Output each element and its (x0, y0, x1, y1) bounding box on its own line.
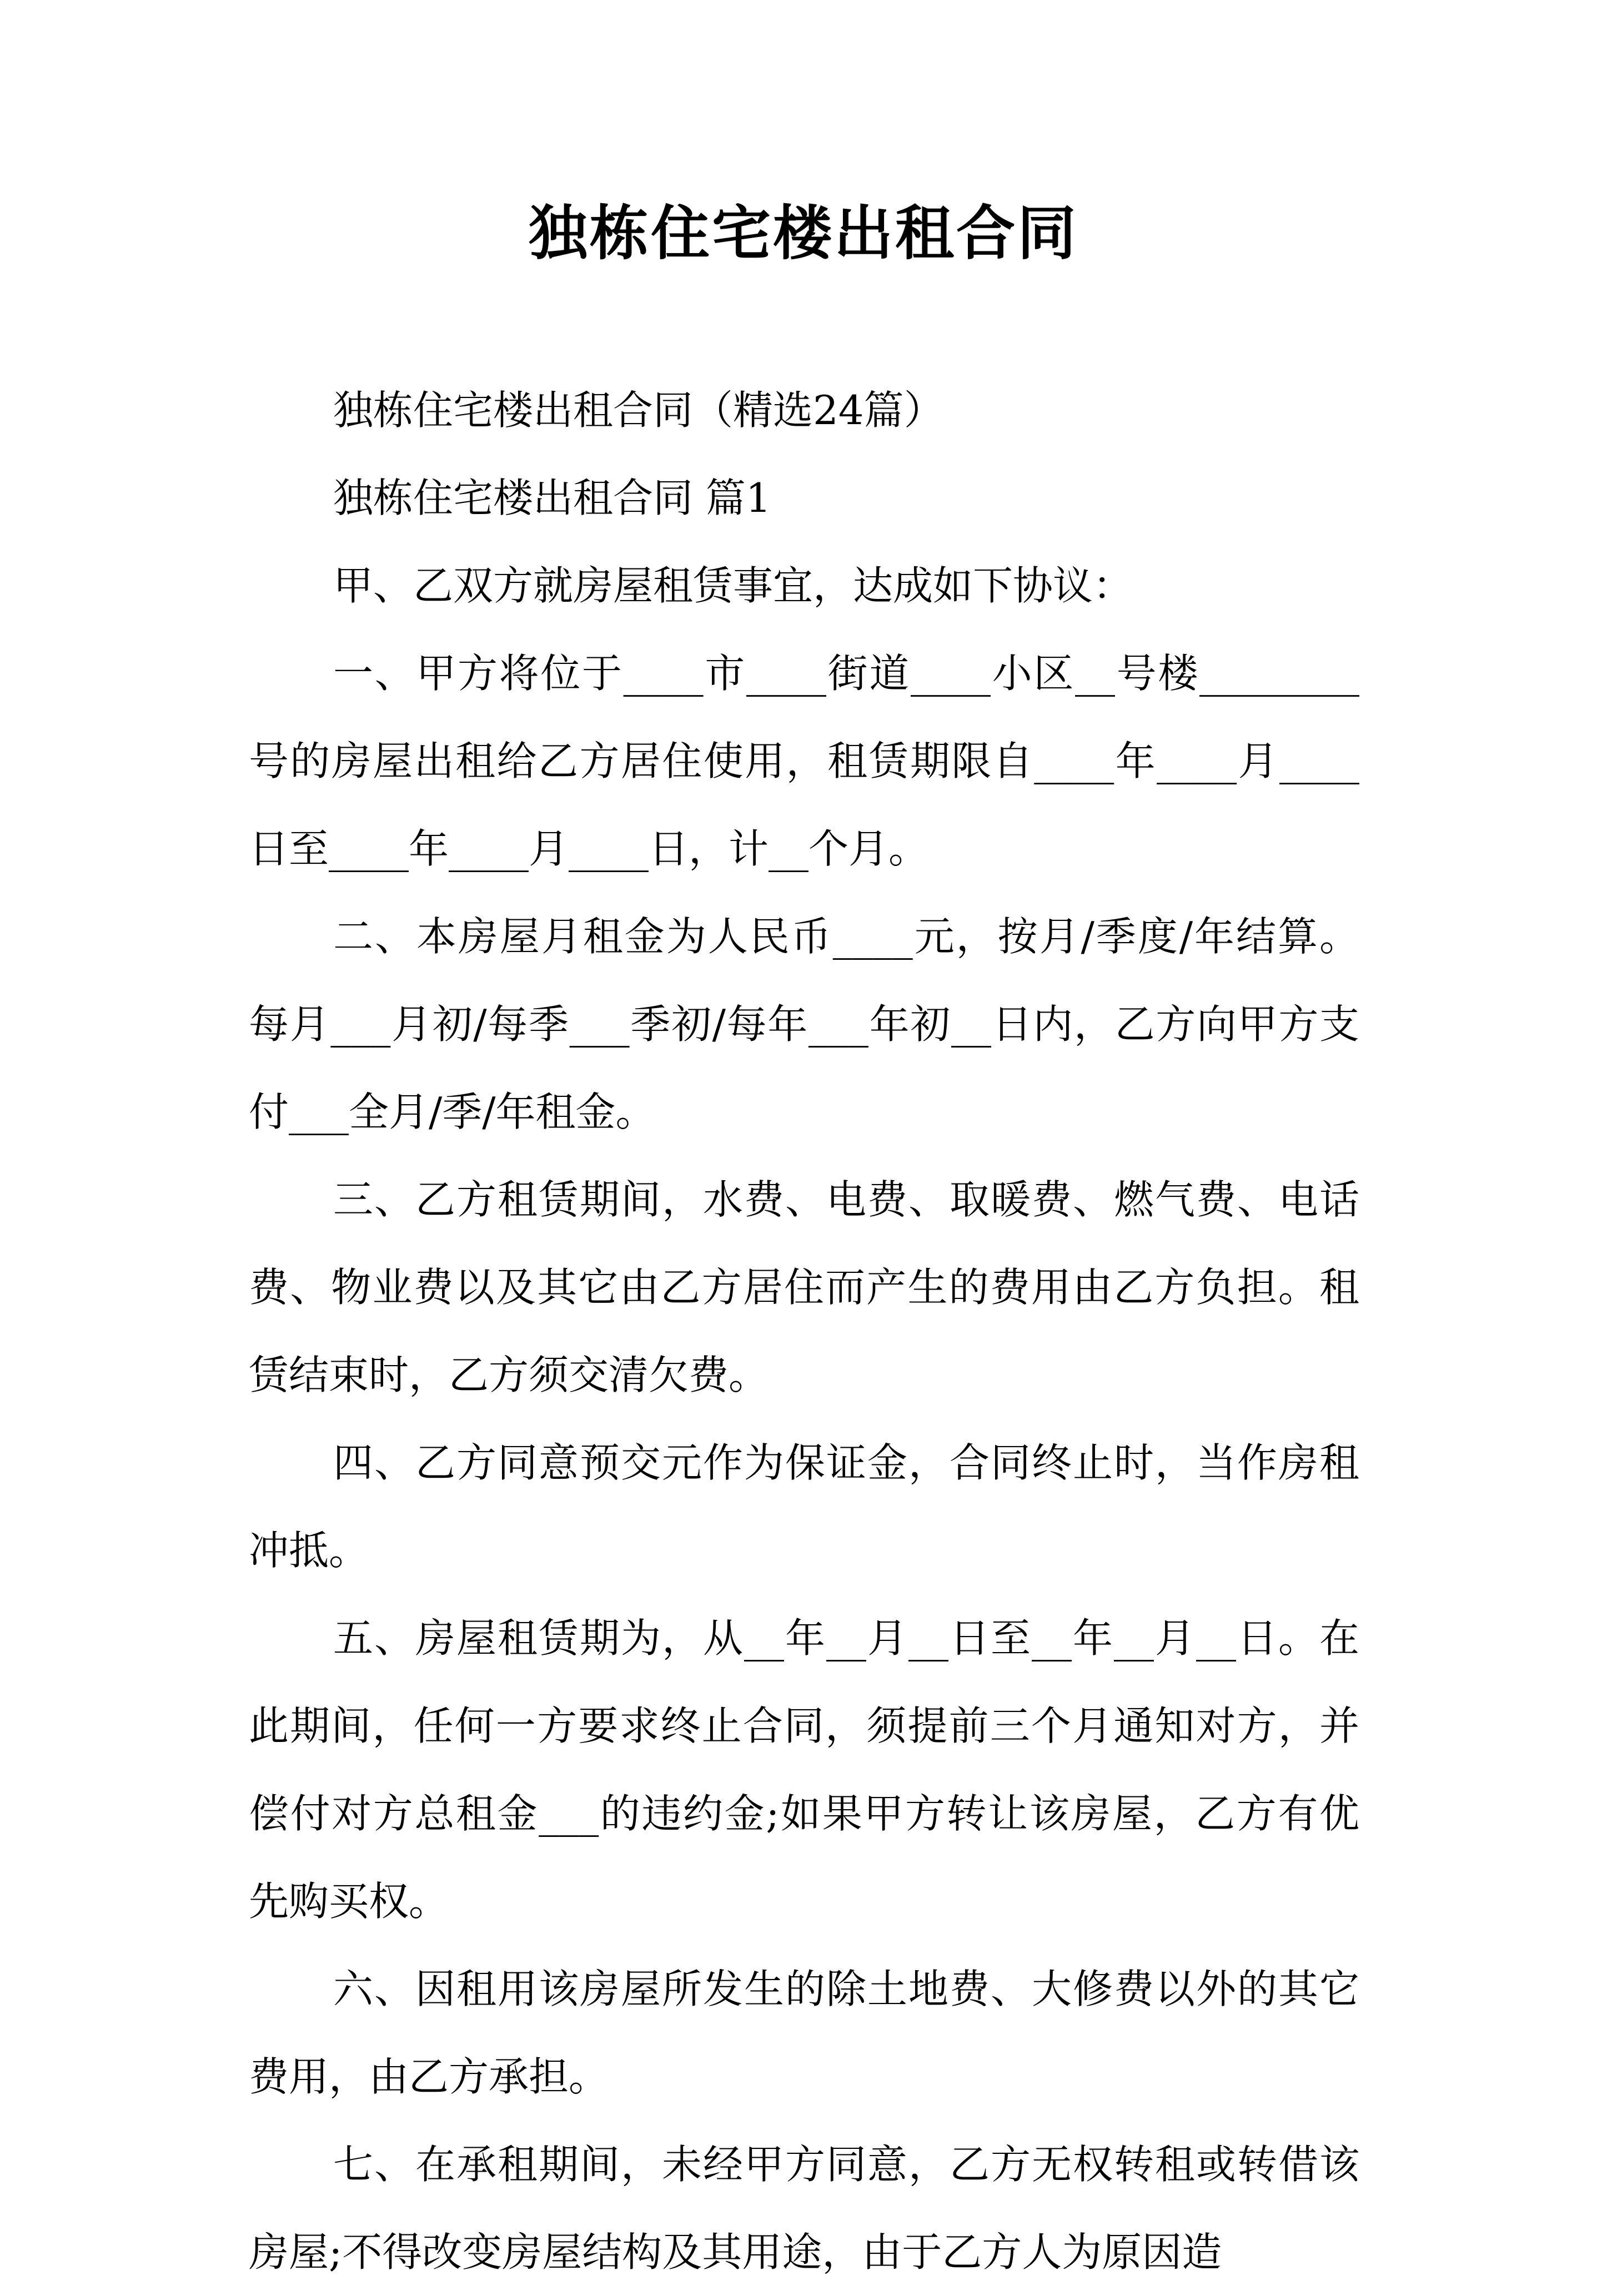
paragraph-clause-4: 四、乙方同意预交元作为保证金，合同终止时，当作房租冲抵。 (249, 1439, 1359, 1574)
paragraph-clause-6: 六、因租用该房屋所发生的除土地费、大修费以外的其它费用，由乙方承担。 (249, 1966, 1359, 2100)
paragraph-clause-5: 五、房屋租赁期为，从__年__月__日至__年__月__日。在此期间，任何一方要求终止合同，须提前三个月通知对方，并偿付对方总租金___的违约金;如果甲方转让该房屋，乙方有优先购买权。 (249, 1615, 1359, 1925)
paragraph-clause-7: 七、在承租期间，未经甲方同意，乙方无权转租或转借该房屋;不得改变房屋结构及其用途，由于乙方人为原因造 (249, 2141, 1359, 2275)
paragraph-intro: 甲、乙双方就房屋租赁事宜，达成如下协议： (333, 562, 1133, 609)
document-title: 独栋住宅楼出租合同 (529, 198, 1078, 268)
paragraph-section-heading: 独栋住宅楼出租合同 篇1 (333, 475, 771, 521)
paragraph-subtitle: 独栋住宅楼出租合同（精选24篇） (333, 387, 944, 434)
paragraph-clause-3: 三、乙方租赁期间，水费、电费、取暖费、燃气费、电话费、物业费以及其它由乙方居住而产生的费用由乙方负担。租赁结束时，乙方须交清欠费。 (249, 1176, 1359, 1398)
document-body (249, 366, 1359, 2296)
paragraph-clause-2: 二、本房屋月租金为人民币____元，按月/季度/年结算。每月___月初/每季___季初/每年___年初__日内，乙方向甲方支付___全月/季/年租金。 (249, 913, 1359, 1135)
paragraph-clause-1: 一、甲方将位于____市____街道____小区__号楼________号的房屋出租给乙方居住使用，租赁期限自____年____月____日至____年____月____日，计__个月。 (249, 650, 1359, 872)
